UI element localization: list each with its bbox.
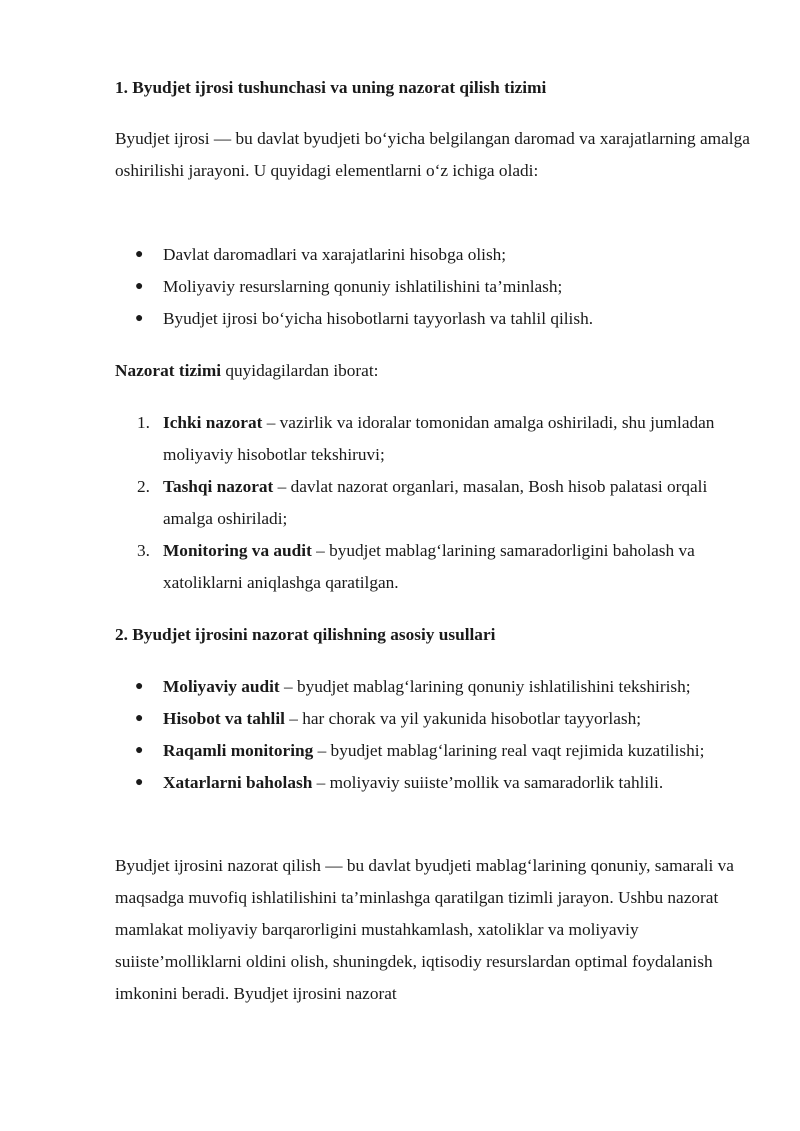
elements-list bbox=[115, 239, 755, 335]
list-item: ● Raqamli monitoring – byudjet mablag‘larining real vaqt rejimida kuzatilishi; bbox=[115, 735, 755, 767]
control-lead-block bbox=[115, 355, 755, 387]
control-lead: Nazorat tizimi quyidagilardan iborat: bbox=[115, 361, 379, 380]
list-item: 1. Ichki nazorat – vazirlik va idoralar tomonidan amalga oshiriladi, shu jumladan moliyaviy hisobotlar tekshiruvi; bbox=[137, 413, 715, 464]
list-item: ● Moliyaviy audit – byudjet mablag‘larining qonuniy ishlatilishini tekshirish; bbox=[115, 671, 755, 703]
methods-list-block bbox=[115, 671, 755, 799]
bullet-icon: ● bbox=[135, 775, 144, 790]
section-1-intro: Byudjet ijrosi — bu davlat byudjeti bo‘yicha belgilangan daromad va xarajatlarning amalga oshirilishi jarayoni. U quyidagi elementlarni o‘z ichiga oladi: bbox=[115, 129, 750, 180]
control-list bbox=[115, 407, 755, 599]
list-item: ● Xatarlarni baholash – moliyaviy suiiste’mollik va samaradorlik tahlili. bbox=[115, 767, 755, 799]
bullet-icon: ● bbox=[135, 743, 144, 758]
bullet-icon: ● bbox=[135, 279, 144, 294]
list-item: ● Davlat daromadlari va xarajatlarini hisobga olish; bbox=[115, 239, 755, 271]
closing-paragraph-block bbox=[115, 850, 755, 1010]
list-item: ● Moliyaviy resurslarning qonuniy ishlatilishini ta’minlash; bbox=[115, 271, 755, 303]
closing-paragraph: Byudjet ijrosini nazorat qilish — bu davlat byudjeti mablag‘larining qonuniy, samarali va maqsadga muvofiq ishlatilishini ta’minlashga qaratilgan tizimli jarayon. Ushbu nazorat mamlakat moliyaviy barqarorligini mustahkamlash, xatoliklar va moliyaviy suiiste’molliklarni oldini olish, shuningdek, iqtisodiy resurslardan optimal foydalanish imkonini beradi. Byudjet ijrosini nazorat bbox=[115, 856, 734, 1003]
list-item: ● Hisobot va tahlil – har chorak va yil yakunida hisobotlar tayyorlash; bbox=[115, 703, 755, 735]
section-2-heading: 2. Byudjet ijrosini nazorat qilishning asosiy usullari bbox=[115, 625, 496, 644]
bullet-icon: ● bbox=[135, 679, 144, 694]
bullet-icon: ● bbox=[135, 711, 144, 726]
elements-list-block bbox=[115, 239, 755, 335]
list-item: 2. Tashqi nazorat – davlat nazorat organlari, masalan, Bosh hisob palatasi orqali amalga oshiriladi; bbox=[137, 477, 708, 528]
section-2 bbox=[115, 619, 755, 651]
control-list-block bbox=[115, 407, 755, 599]
methods-list bbox=[115, 671, 755, 799]
section-1 bbox=[115, 72, 755, 104]
section-1-heading: 1. Byudjet ijrosi tushunchasi va uning nazorat qilish tizimi bbox=[115, 78, 547, 97]
list-item: 3. Monitoring va audit – byudjet mablag‘larining samaradorligini baholash va xatoliklarni aniqlashga qaratilgan. bbox=[137, 541, 695, 592]
bullet-icon: ● bbox=[135, 311, 144, 326]
list-item: ● Byudjet ijrosi bo‘yicha hisobotlarni tayyorlash va tahlil qilish. bbox=[115, 303, 755, 335]
section-1-intro-block bbox=[115, 123, 755, 187]
bullet-icon: ● bbox=[135, 247, 144, 262]
